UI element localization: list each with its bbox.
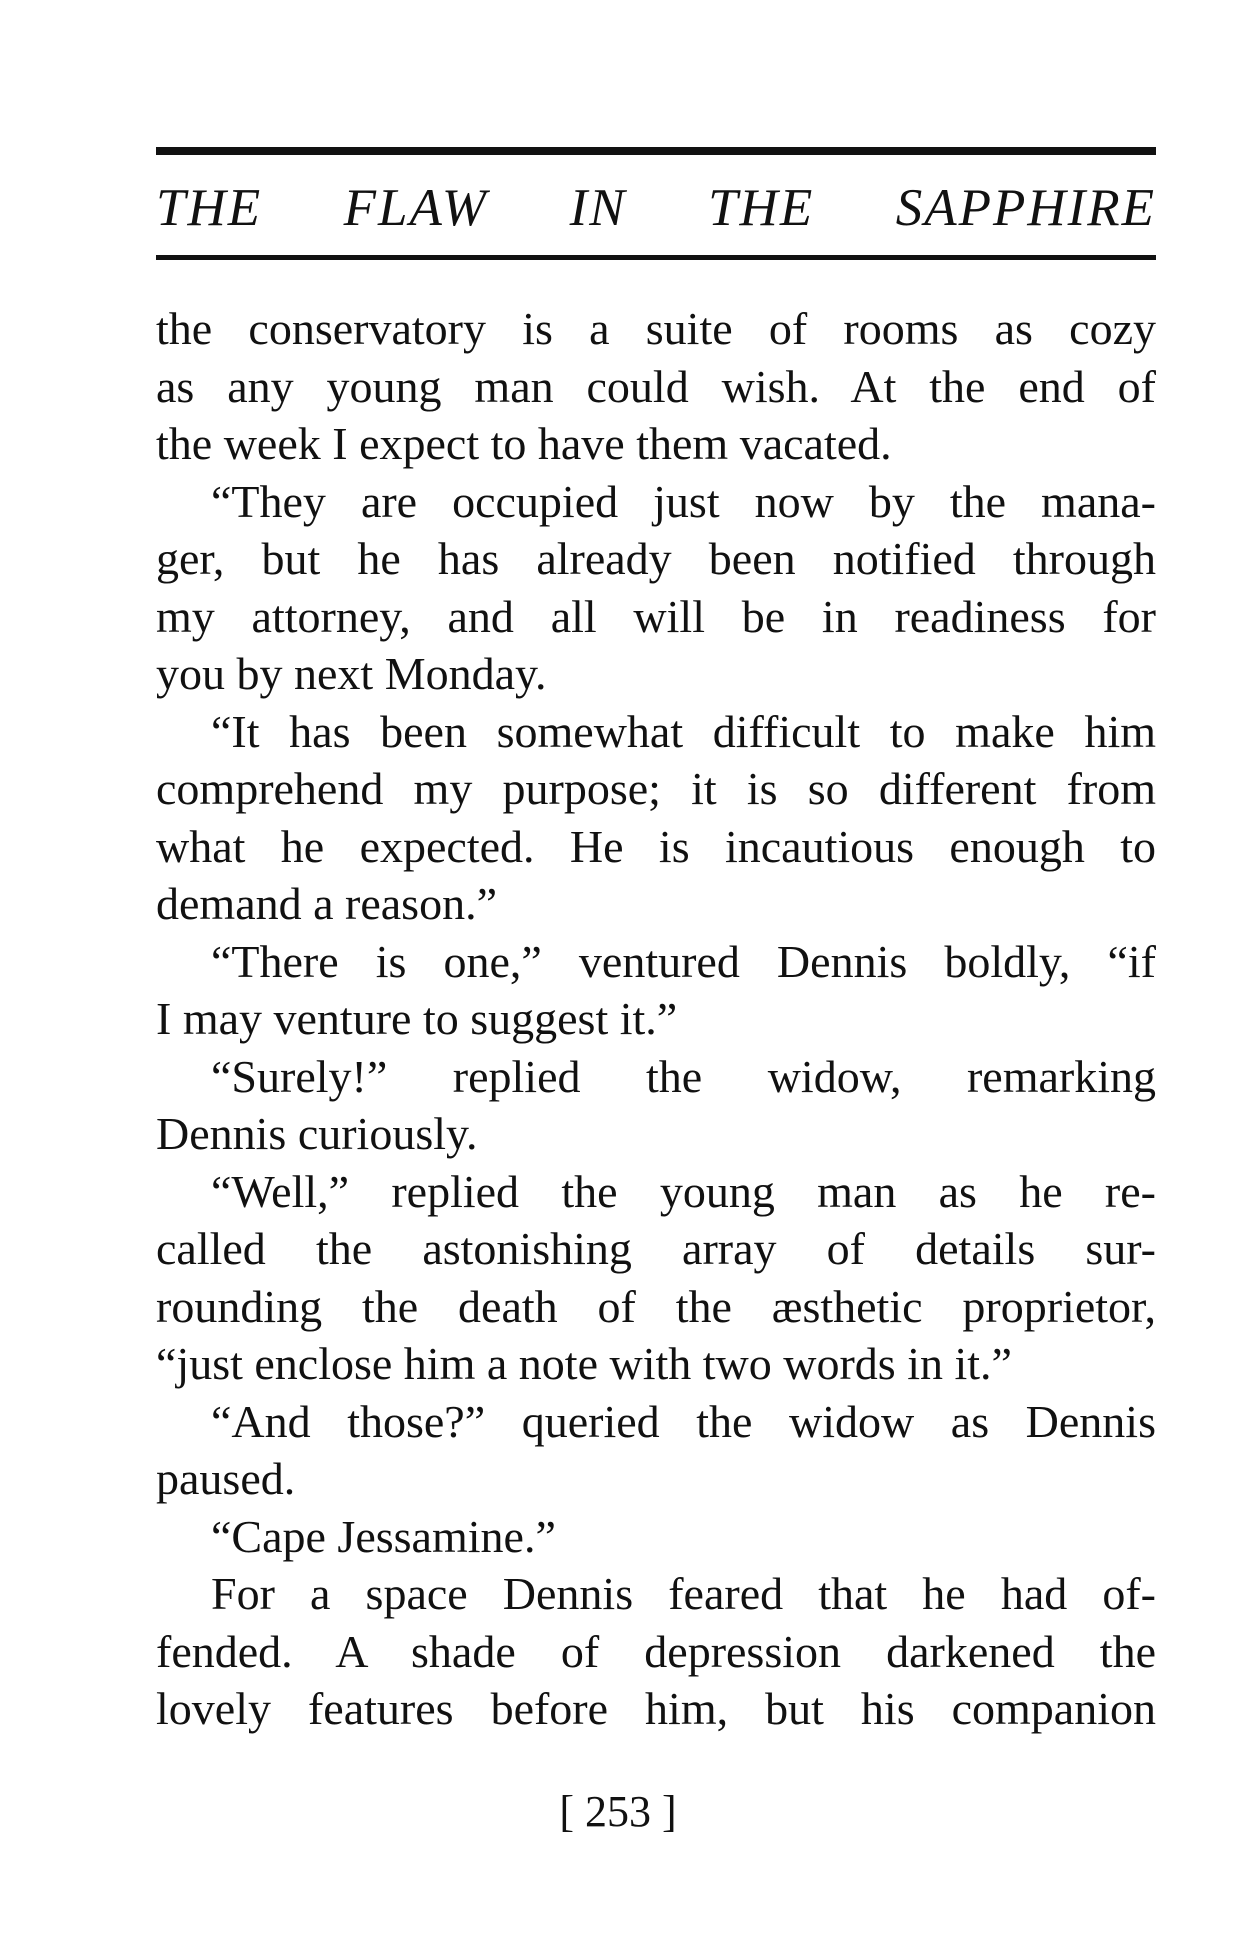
text-line: the conservatory is a suite of rooms as cozy [156,303,1156,354]
text-line: my attorney, and all will be in readiness for [156,590,1156,642]
text-line: you by next Monday. [156,648,547,699]
text-line: rounding the death of the æsthetic proprietor, [156,1280,1156,1332]
page-number: [ 253 ] [559,1787,677,1836]
text-line: “There is one,” ventured Dennis boldly, “if [211,935,1156,987]
text-line: Dennis curiously. [156,1108,478,1159]
text-line: called the astonishing array of details sur- [156,1223,1156,1274]
text-line: “And those?” queried the widow as Dennis [211,1395,1156,1447]
text-line: I may venture to suggest it.” [156,993,678,1044]
text-line: what he expected. He is incautious enough to [156,820,1156,872]
text-line: “Surely!” replied the widow, remarking [211,1050,1156,1102]
running-head-word: THE [156,179,263,237]
running-head-word: IN [569,179,627,237]
header-rule-bottom [156,255,1156,260]
running-head [156,170,1156,246]
text-line: “They are occupied just now by the mana- [211,475,1156,527]
running-head-word: THE [708,179,815,237]
text-line: lovely features before him, but his companion [156,1683,1156,1734]
text-line: “just enclose him a note with two words in it.” [156,1338,1012,1389]
body-text [156,300,1156,1738]
running-head-word: FLAW [343,179,489,237]
text-line: as any young man could wish. At the end of [156,360,1156,412]
text-line: the week I expect to have them vacated. [156,418,892,469]
text-line: For a space Dennis feared that he had of- [211,1568,1156,1619]
text-line: demand a reason.” [156,878,498,929]
text-line: comprehend my purpose; it is so different from [156,763,1156,814]
text-line: “Cape Jessamine.” [211,1510,556,1562]
text-line: “Well,” replied the young man as he re- [211,1165,1156,1217]
running-head-word: SAPPHIRE [895,179,1156,237]
header-rule-top [156,147,1156,155]
text-line: ger, but he has already been notified through [156,533,1156,584]
text-line: fended. A shade of depression darkened the [156,1625,1156,1677]
text-line: paused. [156,1453,296,1504]
text-line: “It has been somewhat difficult to make him [211,705,1156,757]
